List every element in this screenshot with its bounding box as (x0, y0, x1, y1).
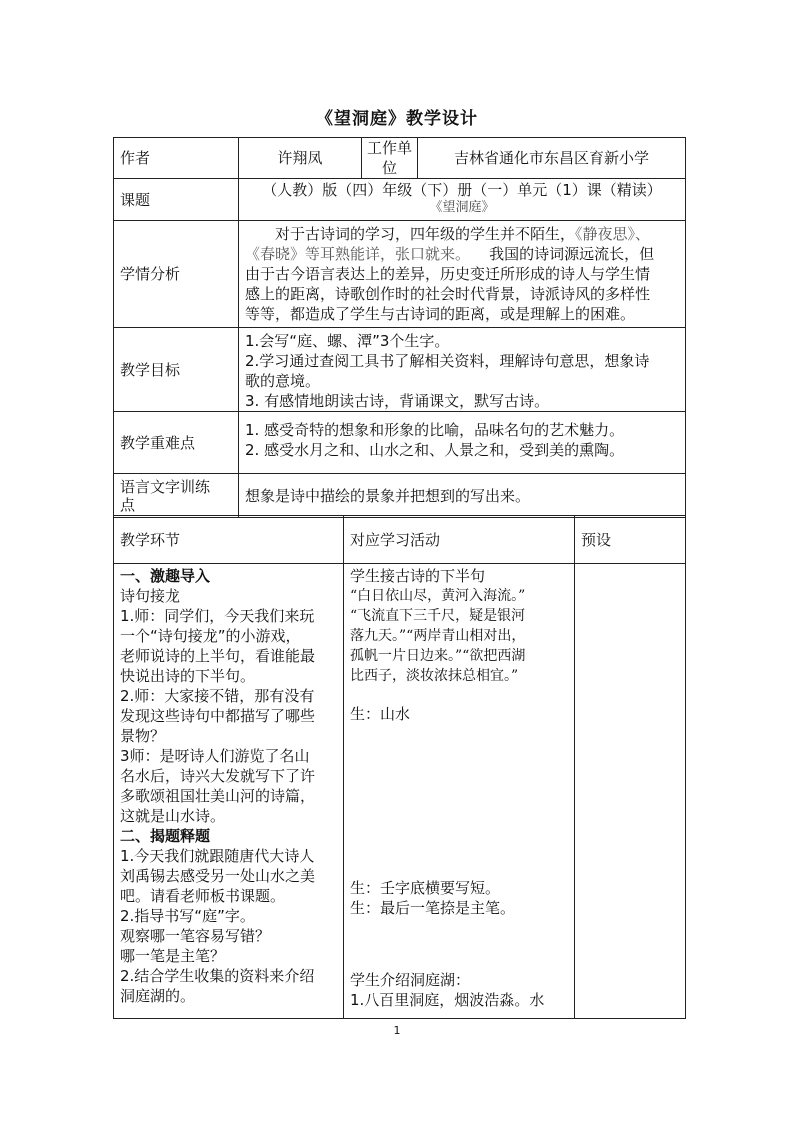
left-line-1: 一、激趣导入 (120, 567, 211, 585)
left-line-22: 洞庭湖的。 (120, 987, 196, 1005)
language-label (114, 474, 239, 518)
analysis-text (239, 221, 686, 328)
process-right-cell (344, 564, 575, 1019)
language-row (114, 474, 686, 518)
left-line-20: 哪一笔是主笔？ (120, 947, 226, 965)
right-line-10: 学生介绍洞庭湖： (350, 971, 471, 989)
goal-3: 3. 有感情地朗读古诗，背诵课文，默写古诗。 (245, 392, 550, 410)
author-name: 许翔凤 (239, 138, 362, 179)
goals-text (239, 328, 686, 412)
course-row (114, 179, 686, 221)
language-label-b: 点 (120, 495, 136, 514)
keypoints-label: 教学重难点 (114, 412, 239, 474)
process-col-3: 预设 (575, 516, 686, 564)
left-line-7: 2.师：大家接不错，那有没有 (120, 687, 315, 705)
left-line-11: 名水后，诗兴大发就写下了许 (120, 767, 316, 785)
right-line-9: 生：最后一笔捺是主笔。 (350, 899, 516, 917)
keypoint-2: 2. 感受水月之和、山水之和、人景之和，受到美的熏陶。 (245, 441, 625, 459)
left-line-2: 诗句接龙 (120, 587, 181, 605)
process-preset-cell (575, 564, 686, 1019)
analysis-line2a: 《春晓》等耳熟能详，张口就来。 (245, 245, 471, 263)
process-col-1: 教学环节 (114, 516, 344, 564)
left-line-6: 快说出诗的下半句。 (120, 667, 256, 685)
left-line-19: 观察哪一笔容易写错？ (120, 927, 271, 945)
unit-value: 吉林省通化市东昌区育新小学 (418, 138, 686, 179)
left-line-13: 这就是山水诗。 (120, 807, 226, 825)
course-line1: （人教）版（四）年级（下）册（一）单元（1）课（精读） (262, 181, 662, 199)
unit-label: 工作单位 (362, 138, 418, 179)
left-line-12: 多歌颂祖国壮美山河的诗篇， (120, 787, 316, 805)
left-line-4: 一个“诗句接龙”的小游戏， (120, 627, 301, 645)
right-line-1: 学生接古诗的下半句 (350, 567, 486, 585)
process-body-row (114, 564, 686, 1019)
left-line-15: 1.今天我们就跟随唐代大诗人 (120, 847, 315, 865)
right-line-6: 比西子，淡妆浓抹总相宜。” (350, 668, 519, 684)
goal-1: 1.会写“庭、螺、潭”3个生字。 (245, 332, 450, 350)
left-line-18: 2.指导书写“庭”字。 (120, 907, 255, 925)
page-number: 1 (393, 1024, 401, 1037)
right-line-11: 1.八百里洞庭，烟波浩淼。水 (350, 991, 545, 1009)
left-line-14: 二、揭题释题 (120, 827, 211, 845)
language-label-a: 语言文字训练 (120, 477, 211, 496)
keypoint-1: 1. 感受奇特的想象和形象的比喻，品味名句的艺术魅力。 (245, 421, 625, 439)
left-line-8: 发现这些诗句中都描写了哪些 (120, 707, 316, 725)
goals-row (114, 328, 686, 412)
author-label: 作者 (114, 138, 239, 179)
left-line-10: 3师：是呀诗人们游览了名山 (120, 747, 310, 765)
goal-2b: 歌的意境。 (245, 372, 321, 390)
left-line-21: 2.结合学生收集的资料来介绍 (120, 967, 315, 985)
right-line-5: 孤帆一片日边来。”“欲把西湖 (350, 648, 526, 664)
analysis-line2b: 我国的诗词源远流长，但 (489, 245, 655, 263)
course-label: 课题 (114, 179, 239, 221)
left-line-5: 老师说诗的上半句，看谁能最 (120, 647, 316, 665)
process-col-2: 对应学习活动 (344, 516, 575, 564)
left-line-3: 1.师：同学们，今天我们来玩 (120, 607, 315, 625)
analysis-line5: 等等，都造成了学生与古诗词的距离，或是理解上的困难。 (245, 305, 636, 323)
analysis-label: 学情分析 (114, 221, 239, 328)
language-value: 想象是诗中描绘的景象并把想到的写出来。 (239, 474, 686, 518)
analysis-line4: 感上的距离，诗歌创作时的社会时代背景，诗派诗风的多样性 (245, 285, 651, 303)
right-line-4: 落九天。”“两岸青山相对出， (350, 628, 526, 644)
info-table (113, 137, 686, 518)
goals-label: 教学目标 (114, 328, 239, 412)
left-line-17: 吧。请看老师板书课题。 (120, 887, 286, 905)
analysis-poem1: 《静夜思》、 (575, 225, 651, 243)
course-line2: 《望洞庭》 (429, 200, 495, 215)
document-title: 《望洞庭》教学设计 (316, 109, 478, 129)
right-line-3: “飞流直下三千尺，疑是银河 (350, 608, 526, 624)
course-value (239, 179, 686, 221)
process-left-cell (114, 564, 344, 1019)
process-table (113, 515, 686, 1019)
right-line-7: 生：山水 (350, 705, 411, 723)
author-row (114, 138, 686, 179)
keypoints-row (114, 412, 686, 474)
right-line-2: “白日依山尽，黄河入海流。” (350, 588, 526, 604)
goal-2a: 2.学习通过查阅工具书了解相关资料，理解诗句意思，想象诗 (245, 352, 650, 370)
left-line-9: 景物？ (120, 727, 166, 745)
keypoints-text (239, 412, 686, 474)
analysis-row (114, 221, 686, 328)
process-header-row (114, 516, 686, 564)
left-line-16: 刘禹锡去感受另一处山水之美 (120, 867, 316, 885)
right-line-8: 生：壬字底横要写短。 (350, 879, 501, 897)
analysis-line1: 对于古诗词的学习，四年级的学生并不陌生， (275, 225, 576, 243)
analysis-line3: 由于古今语言表达上的差异，历史变迁所形成的诗人与学生情 (245, 265, 651, 283)
